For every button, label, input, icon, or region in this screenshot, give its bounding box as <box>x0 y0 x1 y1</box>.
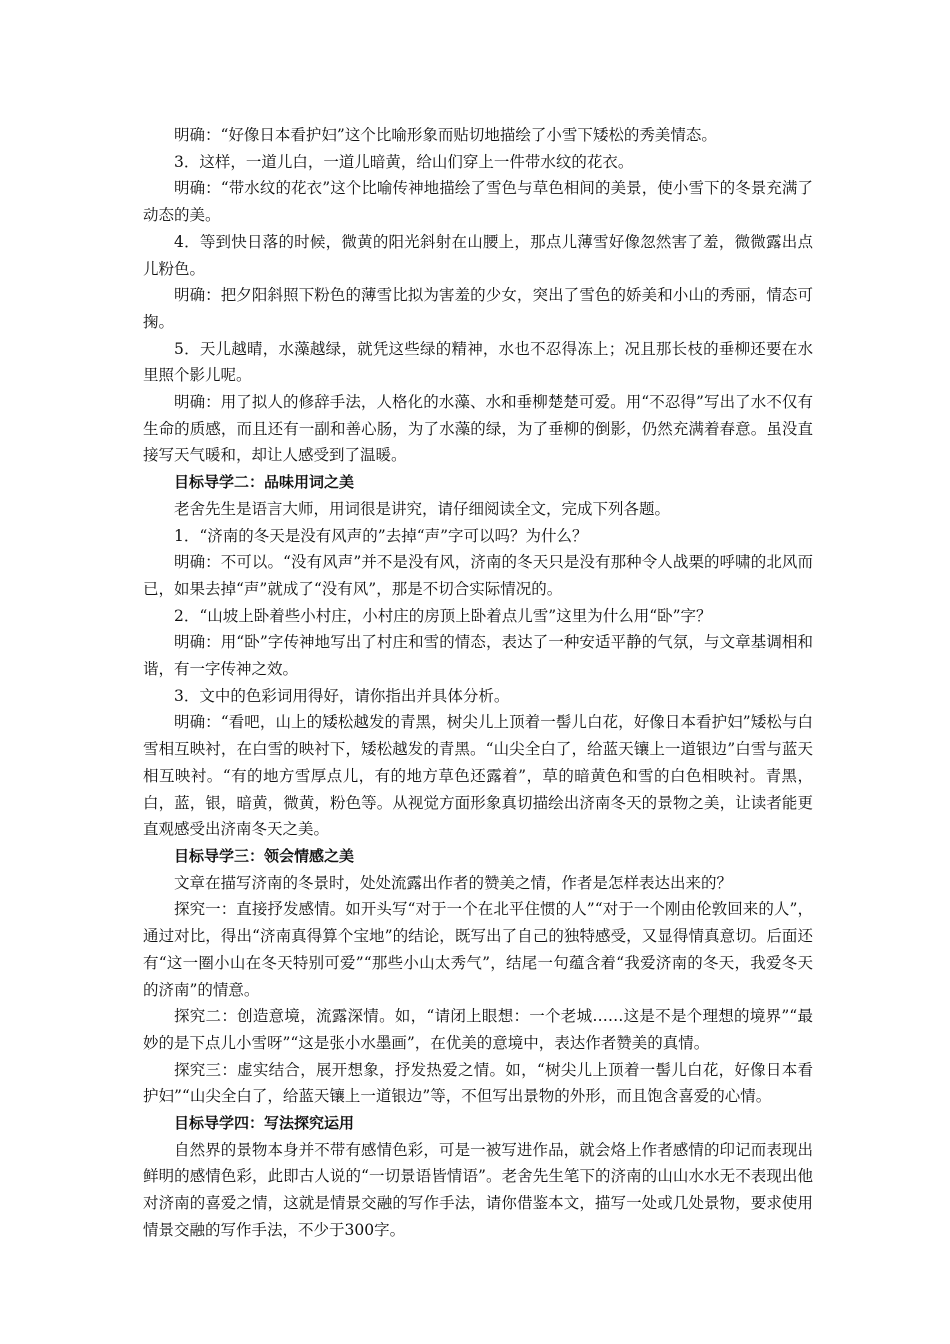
document-page <box>143 122 813 1244</box>
question-paragraph: 3．文中的色彩词用得好，请你指出并具体分析。 <box>174 686 510 705</box>
answer-paragraph: 明确：“带水纹的花衣”这个比喻传神地描绘了雪色与草色相间的美景，使小雪下的冬景充满了动态的美。 <box>143 179 813 225</box>
question-paragraph: 3．这样，一道儿白，一道儿暗黄，给山们穿上一件带水纹的花衣。 <box>174 152 634 171</box>
answer-paragraph: 明确：不可以。“没有风声”并不是没有风，济南的冬天只是没有那种令人战栗的呼啸的北风而已，如果去掉“声”就成了“没有风”，那是不切合实际情况的。 <box>143 553 813 598</box>
question-paragraph: 5．天儿越晴，水藻越绿，就凭这些绿的精神，水也不忍得冻上；况且那长枝的垂柳还要在水里照个影儿呢。 <box>143 339 813 385</box>
answer-paragraph: 明确：“好像日本看护妇”这个比喻形象而贴切地描绘了小雪下矮松的秀美情态。 <box>174 126 717 144</box>
answer-paragraph: 明确：“看吧，山上的矮松越发的青黑，树尖儿上顶着一髻儿白花，好像日本看护妇”矮松与白雪相互映衬，在白雪的映衬下，矮松越发的青黑。“山尖全白了，给蓝天镶上一道银边”白雪与蓝天相互映衬。“有的地方雪厚点儿，有的地方草色还露着”，草的暗黄色和雪的白色相映衬。青黑，白，蓝，银，暗黄，微黄，粉色等。从视觉方面形象真切描绘出济南冬天的景物之美，让读者能更直观感受出济南冬天之美。 <box>143 713 813 839</box>
answer-paragraph: 明确：把夕阳斜照下粉色的薄雪比拟为害羞的少女，突出了雪色的娇美和小山的秀丽，情态可掬。 <box>143 286 813 331</box>
section-heading-2: 目标导学二：品味用词之美 <box>174 473 355 492</box>
section-heading-3: 目标导学三：领会情感之美 <box>174 846 355 865</box>
exploration-paragraph: 探究三：虚实结合，展开想象，抒发热爱之情。如，“树尖儿上顶着一髻儿白花，好像日本看护妇”“山尖全白了，给蓝天镶上一道银边”等，不但写出景物的外形，而且饱含喜爱的心情。 <box>143 1060 813 1106</box>
question-paragraph: 2．“山坡上卧着些小村庄，小村庄的房顶上卧着点儿雪”这里为什么用“卧”字？ <box>174 606 712 625</box>
intro-paragraph: 文章在描写济南的冬景时，处处流露出作者的赞美之情，作者是怎样表达出来的？ <box>174 873 733 892</box>
section-heading-4: 目标导学四：写法探究运用 <box>174 1114 355 1133</box>
question-paragraph: 1．“济南的冬天是没有风声的”去掉“声”字可以吗？为什么？ <box>174 526 588 545</box>
question-paragraph: 4．等到快日落的时候，微黄的阳光斜射在山腰上，那点儿薄雪好像忽然害了羞，微微露出点儿粉色。 <box>143 232 813 278</box>
exploration-paragraph: 探究一：直接抒发感情。如开头写“对于一个在北平住惯的人”“对于一个刚由伦敦回来的人”，通过对比，得出“济南真得算个宝地”的结论，既写出了自己的独特感受，又显得情真意切。后面还有“这一圈小山在冬天特别可爱”“那些小山太秀气”，结尾一句蕴含着“我爱济南的冬天，我爱冬天的济南”的情意。 <box>143 900 813 999</box>
answer-paragraph: 明确：用了拟人的修辞手法，人格化的水藻、水和垂柳楚楚可爱。用“不忍得”写出了水不仅有生命的质感，而且还有一副和善心肠，为了水藻的绿，为了垂柳的倒影，仍然充满着春意。虽没直接写天气暖和，却让人感受到了温暖。 <box>143 393 813 465</box>
exploration-paragraph: 探究二：创造意境，流露深情。如，“请闭上眼想：一个老城……这是不是个理想的境界”“最妙的是下点儿小雪呀”“这是张小水墨画”，在优美的意境中，表达作者赞美的真情。 <box>143 1007 813 1052</box>
intro-paragraph: 老舍先生是语言大师，用词很是讲究，请仔细阅读全文，完成下列各题。 <box>174 499 671 518</box>
writing-task-paragraph: 自然界的景物本身并不带有感情色彩，可是一被写进作品，就会烙上作者感情的印记而表现出鲜明的感情色彩，此即古人说的“一切景语皆情语”。老舍先生笔下的济南的山山水水无不表现出他对济南的喜爱之情，这就是情景交融的写作手法，请你借鉴本文，描写一处或几处景物，要求使用情景交融的写作手法，不少于300字。 <box>143 1140 813 1239</box>
answer-paragraph: 明确：用“卧”字传神地写出了村庄和雪的情态，表达了一种安适平静的气氛，与文章基调相和谐，有一字传神之效。 <box>143 633 813 679</box>
